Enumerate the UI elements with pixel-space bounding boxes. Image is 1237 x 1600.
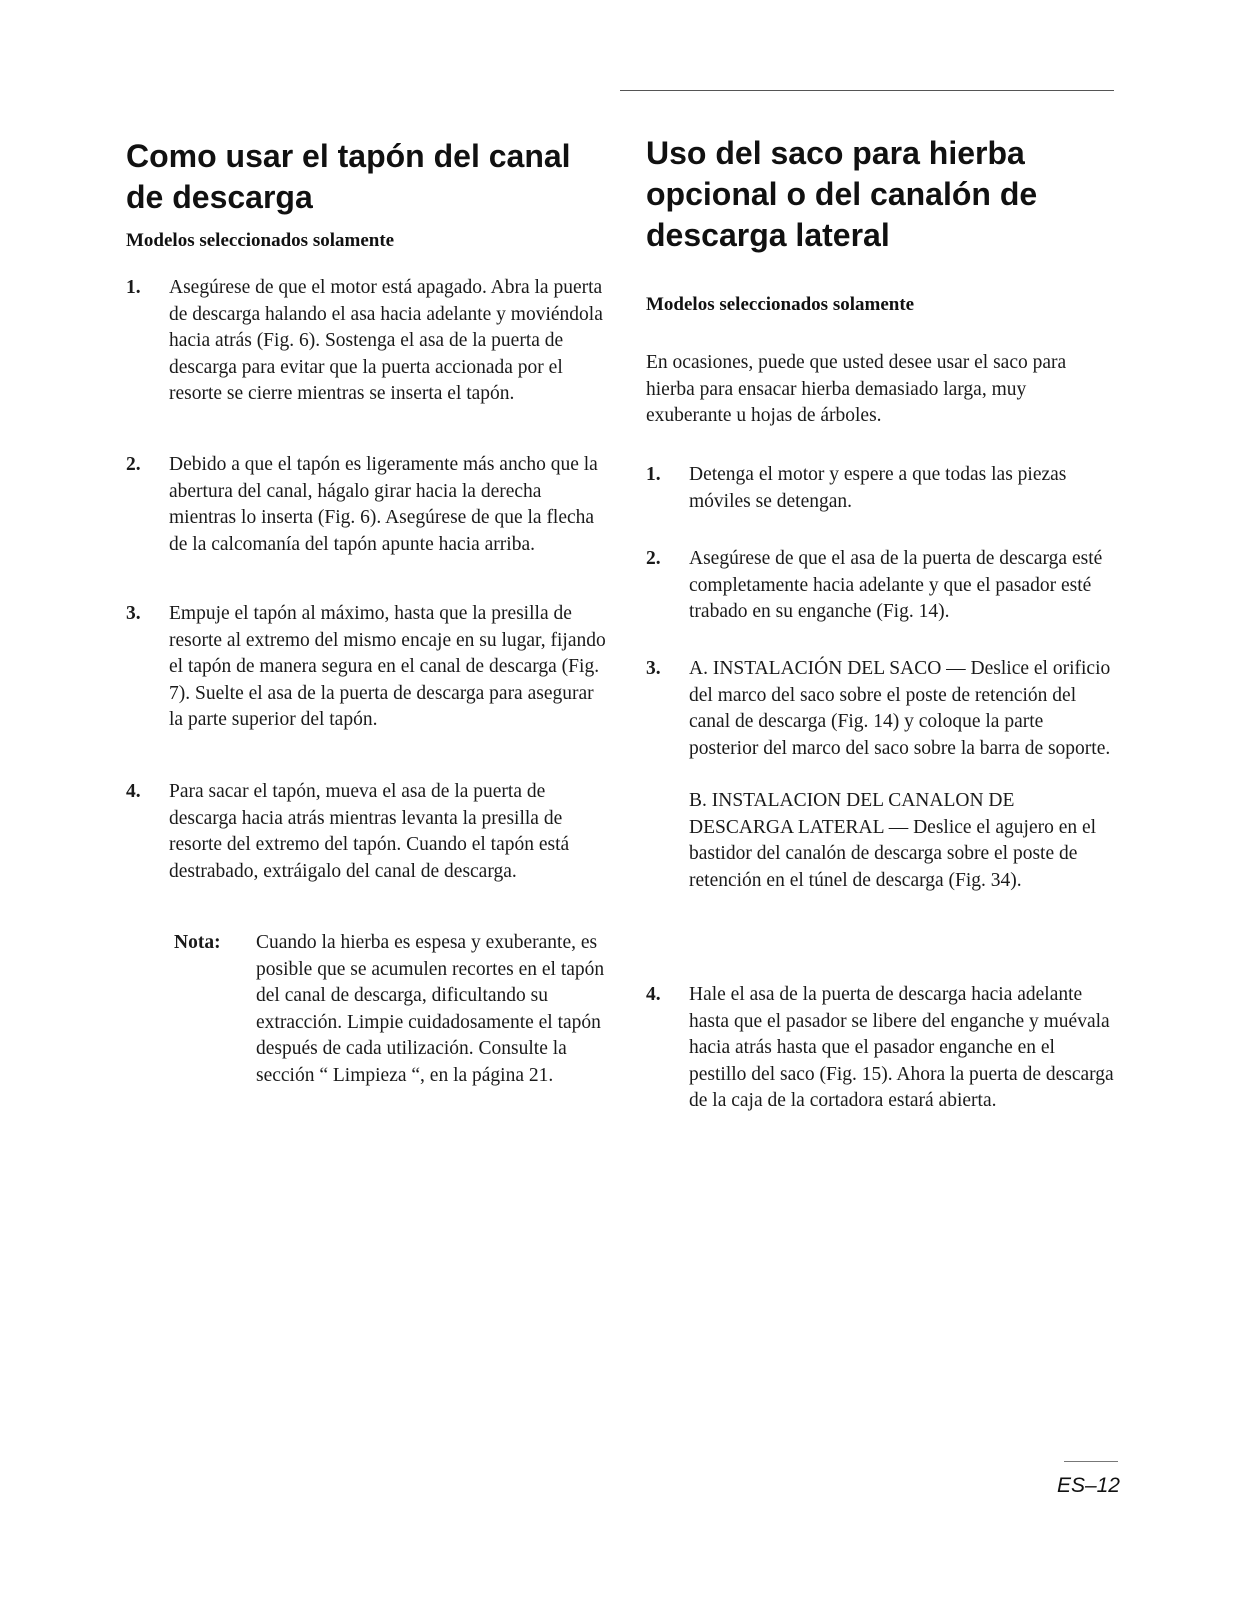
item-text: Para sacar el tapón, mueva el asa de la puerta de descarga hacia atrás mientras levanta la presilla de resorte del extremo del tapón. Cuando el tapón está destrabado, extráigalo del canal de descarga. <box>169 781 570 882</box>
list-item <box>646 462 1116 515</box>
left-section-title: Como usar el tapón del canal de descarga <box>126 138 571 215</box>
list-item <box>126 275 606 408</box>
item-number: 2. <box>126 454 141 475</box>
item-text-a: A. INSTALACIÓN DEL SACO — Deslice el orificio del marco del saco sobre el poste de retención del canal de descarga (Fig. 14) y coloque la parte posterior del marco del saco sobre la barra de soporte. <box>689 658 1111 759</box>
list-item <box>646 982 1116 1115</box>
item-text-b: B. INSTALACION DEL CANALON DE DESCARGA LATERAL — Deslice el agujero en el bastidor del canalón de descarga sobre el poste de retención en el túnel de descarga (Fig. 34). <box>689 790 1097 891</box>
item-number: 2. <box>646 548 661 569</box>
item-number: 1. <box>126 277 141 298</box>
list-item <box>126 452 606 558</box>
note-text: Cuando la hierba es espesa y exuberante, es posible que se acumulen recortes en el tapón del canal de descarga, dificultando su extracción. Limpie cuidadosamente el tapón después de cada utilización. Consulte la sección “ Limpieza “, en la página 21. <box>256 932 605 1086</box>
note-label: Nota: <box>174 932 221 953</box>
list-item <box>646 656 1116 894</box>
item-text: Empuje el tapón al máximo, hasta que la presilla de resorte al extremo del mismo encaje en su lugar, fijando el tapón de manera segura en el canal de descarga (Fig. 7). Suelte el asa de la puerta de descarga para asegurar la parte superior del tapón. <box>169 603 606 730</box>
item-text: Asegúrese de que el asa de la puerta de descarga esté completamente hacia adelante y que el pasador esté trabado en su enganche (Fig. 14). <box>689 548 1103 622</box>
item-text: Detenga el motor y espere a que todas las piezas móviles se detengan. <box>689 464 1067 512</box>
item-number: 4. <box>126 781 141 802</box>
item-text: Debido a que el tapón es ligeramente más ancho que la abertura del canal, hágalo girar hacia la derecha mientras lo inserta (Fig. 6). Asegúrese de que la flecha de la calcomanía del tapón apunte hacia arriba. <box>169 454 598 555</box>
left-section-subtitle: Modelos seleccionados solamente <box>126 230 395 251</box>
page-number: ES–12 <box>1056 1474 1120 1497</box>
item-number: 3. <box>646 658 661 679</box>
item-text: Hale el asa de la puerta de descarga hacia adelante hasta que el pasador se libere del enganche y muévala hacia atrás hasta que el pasador enganche en el pestillo del saco (Fig. 15). Ahora la puerta de descarga de la caja de la cortadora estará abierta. <box>689 984 1114 1111</box>
list-item <box>126 601 606 734</box>
right-section-title: Uso del saco para hierba opcional o del canalón de descarga lateral <box>646 135 1038 253</box>
item-number: 1. <box>646 464 661 485</box>
item-number: 4. <box>646 984 661 1005</box>
right-section-subtitle: Modelos seleccionados solamente <box>646 294 915 315</box>
list-item <box>126 779 606 885</box>
top-rule <box>620 90 1114 91</box>
right-intro: En ocasiones, puede que usted desee usar el saco para hierba para ensacar hierba demasiado larga, muy exuberante u hojas de árboles. <box>646 352 1067 426</box>
item-number: 3. <box>126 603 141 624</box>
list-item <box>646 546 1116 626</box>
footer-rule <box>1064 1461 1118 1462</box>
item-text: Asegúrese de que el motor está apagado. Abra la puerta de descarga halando el asa hacia adelante y moviéndola hacia atrás (Fig. 6). Sostenga el asa de la puerta de descarga para evitar que la puerta accionada por el resorte se cierre mientras se inserta el tapón. <box>169 277 603 404</box>
note <box>174 930 606 1089</box>
